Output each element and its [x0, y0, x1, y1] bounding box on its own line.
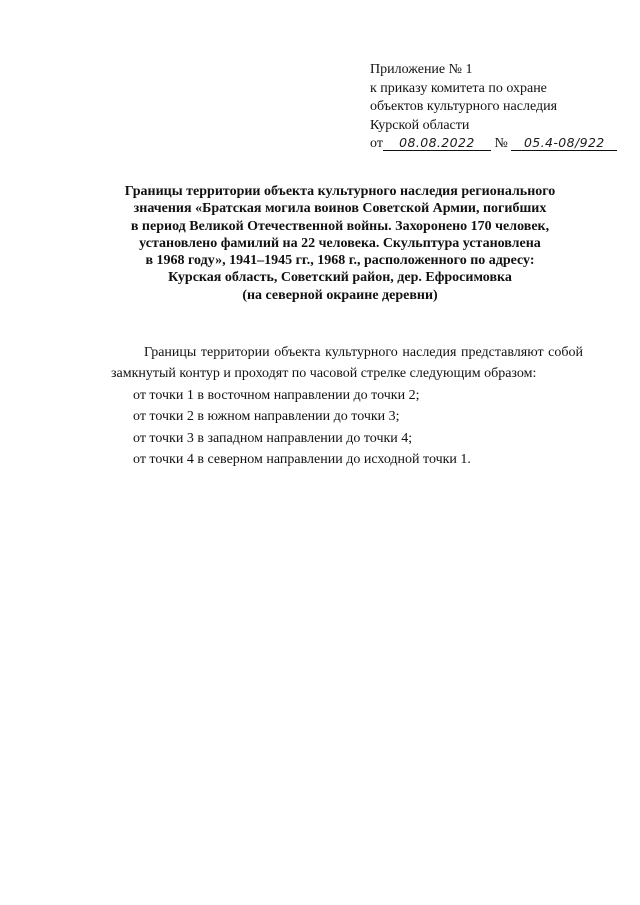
appendix-order-ref: к приказу комитета по охране — [370, 80, 547, 96]
handwritten-date: 08.08.2022 — [383, 135, 491, 151]
appendix-header — [370, 61, 632, 154]
handwritten-order-number: 05.4-08/922 — [511, 135, 617, 151]
title-line: (на северной окраине деревни) — [242, 287, 438, 303]
list-item: от точки 3 в западном направлении до точки 4; — [133, 430, 413, 446]
list-item: от точки 4 в северном направлении до исходной точки 1. — [133, 452, 471, 468]
title-line: Курская область, Советский район, дер. Ефросимовка — [168, 270, 512, 286]
title-line: Границы территории объекта культурного наследия регионального — [124, 184, 556, 199]
document-body — [111, 342, 583, 470]
title-line: в 1968 году», 1941–1945 гг., 1968 г., расположенного по адресу: — [145, 253, 535, 269]
document-title — [90, 183, 590, 304]
list-item: от точки 2 в южном направлении до точки 3; — [133, 409, 400, 425]
title-line: значения «Братская могила воинов Советской Армии, погибших — [133, 201, 547, 217]
number-label: № — [494, 136, 508, 152]
order-date-number-row — [370, 135, 632, 154]
title-line: установлено фамилий на 22 человека. Скульптура установлена — [139, 235, 541, 251]
appendix-committee: объектов культурного наследия — [370, 99, 558, 115]
from-label: от — [370, 136, 383, 152]
body-paragraph: Границы территории объекта культурного наследия представляют собой замкнутый контур и проходят по часовой стрелке следующим образом: — [111, 345, 583, 382]
appendix-number: Приложение № 1 — [370, 62, 473, 77]
title-line: в период Великой Отечественной войны. Захоронено 170 человек, — [130, 218, 550, 234]
list-item: от точки 1 в восточном направлении до точки 2; — [133, 387, 420, 403]
appendix-region: Курской области — [370, 117, 470, 133]
